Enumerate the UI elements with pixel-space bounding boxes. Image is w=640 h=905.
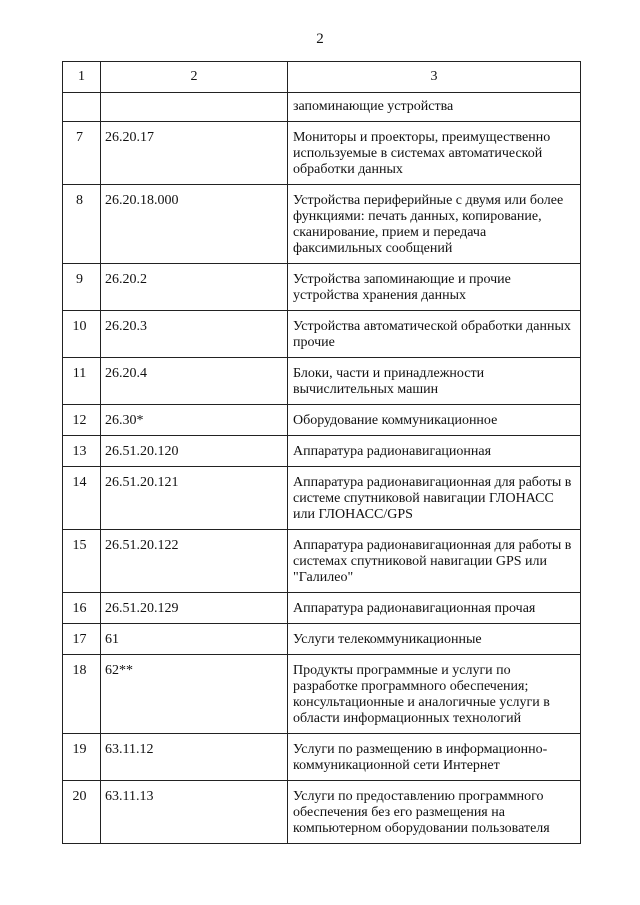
row-description-cell: Аппаратура радионавигационная bbox=[288, 436, 581, 467]
row-number-cell: 7 bbox=[63, 122, 101, 185]
row-number-cell: 13 bbox=[63, 436, 101, 467]
row-code-cell: 62** bbox=[101, 655, 288, 734]
column-header-description: 3 bbox=[288, 62, 581, 93]
row-number-cell: 15 bbox=[63, 530, 101, 593]
table-row bbox=[63, 185, 581, 264]
row-code-cell: 63.11.12 bbox=[101, 734, 288, 781]
table-row bbox=[63, 436, 581, 467]
continuation-row bbox=[63, 93, 581, 122]
row-number-cell: 9 bbox=[63, 264, 101, 311]
table-row bbox=[63, 593, 581, 624]
row-code-cell: 61 bbox=[101, 624, 288, 655]
row-description-cell: Аппаратура радионавигационная для работы в системах спутниковой навигации GPS или "Галилео" bbox=[288, 530, 581, 593]
table-body bbox=[63, 93, 581, 844]
table-row bbox=[63, 624, 581, 655]
row-number-cell: 20 bbox=[63, 781, 101, 844]
row-description-cell: Услуги телекоммуникационные bbox=[288, 624, 581, 655]
column-header-code: 2 bbox=[101, 62, 288, 93]
classification-table bbox=[62, 61, 581, 844]
row-description-cell: Мониторы и проекторы, преимущественно используемые в системах автоматической обработки данных bbox=[288, 122, 581, 185]
row-number-cell: 16 bbox=[63, 593, 101, 624]
row-number-cell: 12 bbox=[63, 405, 101, 436]
table-row bbox=[63, 655, 581, 734]
row-code-cell: 26.20.17 bbox=[101, 122, 288, 185]
row-number-cell: 8 bbox=[63, 185, 101, 264]
row-description-cell: Услуги по предоставлению программного обеспечения без его размещения на компьютерном оборудовании пользователя bbox=[288, 781, 581, 844]
row-description-cell: запоминающие устройства bbox=[288, 93, 581, 122]
table-row bbox=[63, 467, 581, 530]
row-description-cell: Оборудование коммуникационное bbox=[288, 405, 581, 436]
row-number-cell: 11 bbox=[63, 358, 101, 405]
row-number-cell: 10 bbox=[63, 311, 101, 358]
table-row bbox=[63, 122, 581, 185]
table-row bbox=[63, 405, 581, 436]
row-code-cell: 26.30* bbox=[101, 405, 288, 436]
row-number-cell: 19 bbox=[63, 734, 101, 781]
table-row bbox=[63, 781, 581, 844]
table-row bbox=[63, 734, 581, 781]
row-number-cell: 14 bbox=[63, 467, 101, 530]
row-code-cell bbox=[101, 93, 288, 122]
row-description-cell: Устройства запоминающие и прочие устройства хранения данных bbox=[288, 264, 581, 311]
row-description-cell: Блоки, части и принадлежности вычислительных машин bbox=[288, 358, 581, 405]
row-code-cell: 26.51.20.120 bbox=[101, 436, 288, 467]
row-code-cell: 26.20.4 bbox=[101, 358, 288, 405]
row-code-cell: 26.51.20.129 bbox=[101, 593, 288, 624]
row-code-cell: 26.20.2 bbox=[101, 264, 288, 311]
row-code-cell: 63.11.13 bbox=[101, 781, 288, 844]
row-number-cell: 17 bbox=[63, 624, 101, 655]
row-number-cell: 18 bbox=[63, 655, 101, 734]
row-code-cell: 26.51.20.121 bbox=[101, 467, 288, 530]
table-row bbox=[63, 264, 581, 311]
row-code-cell: 26.20.18.000 bbox=[101, 185, 288, 264]
row-description-cell: Аппаратура радионавигационная прочая bbox=[288, 593, 581, 624]
row-description-cell: Устройства периферийные с двумя или более функциями: печать данных, копирование, сканирование, прием и передача факсимильных сообщений bbox=[288, 185, 581, 264]
row-description-cell: Продукты программные и услуги по разработке программного обеспечения; консультационные и аналогичные услуги в области информационных технологий bbox=[288, 655, 581, 734]
column-header-number: 1 bbox=[63, 62, 101, 93]
row-description-cell: Устройства автоматической обработки данных прочие bbox=[288, 311, 581, 358]
row-code-cell: 26.20.3 bbox=[101, 311, 288, 358]
table-row bbox=[63, 311, 581, 358]
row-number-cell bbox=[63, 93, 101, 122]
table-row bbox=[63, 358, 581, 405]
table-row bbox=[63, 530, 581, 593]
row-code-cell: 26.51.20.122 bbox=[101, 530, 288, 593]
row-description-cell: Аппаратура радионавигационная для работы в системе спутниковой навигации ГЛОНАСС или ГЛОНАСС/GPS bbox=[288, 467, 581, 530]
page-number: 2 bbox=[316, 31, 324, 47]
row-description-cell: Услуги по размещению в информационно-коммуникационной сети Интернет bbox=[288, 734, 581, 781]
table-header-row bbox=[63, 62, 581, 93]
